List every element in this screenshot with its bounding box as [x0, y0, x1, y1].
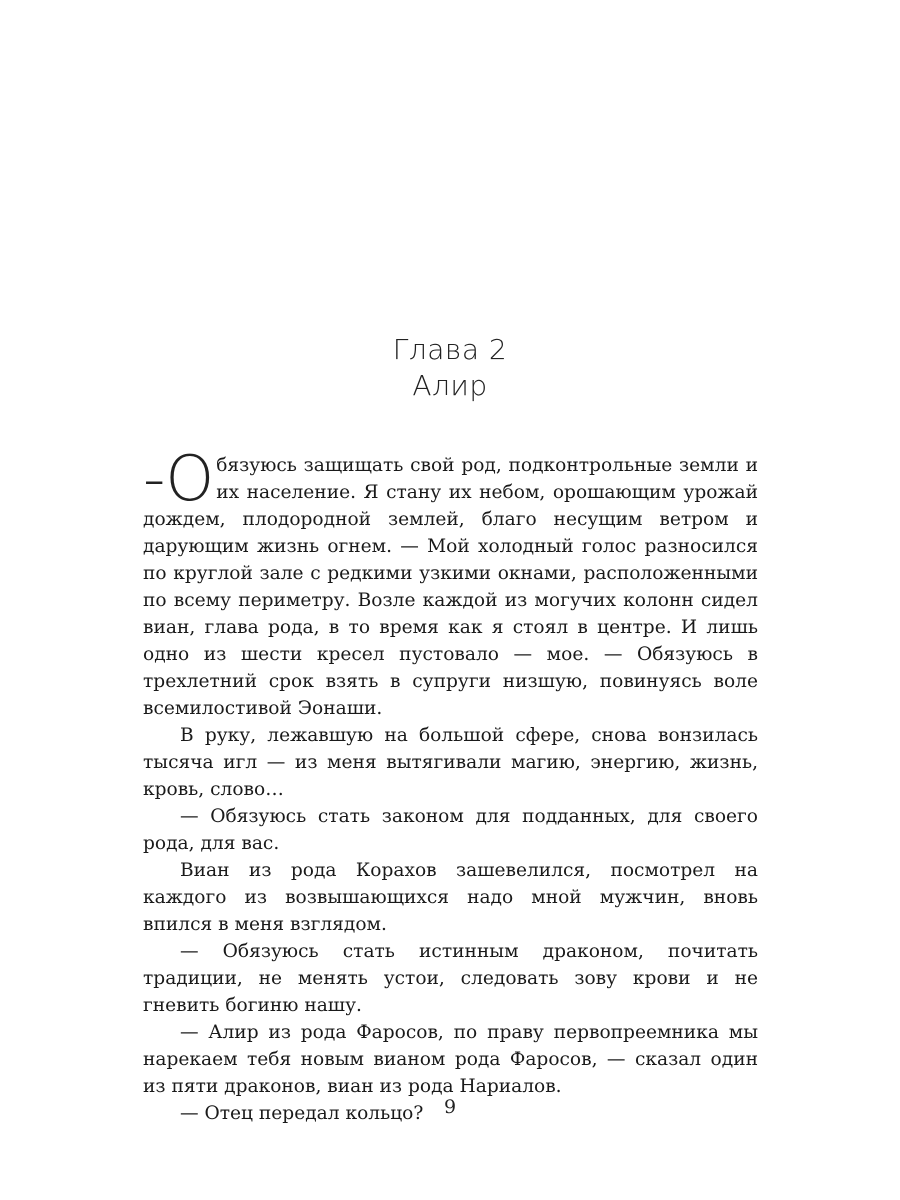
chapter-heading — [0, 332, 900, 404]
paragraph-text: бязуюсь защищать свой род, подконтрольные земли и их население. Я стану их небом, орошающим урожай дождем, плодородной землей, благо несущим ветром и дарующим жизнь огнем. — Мой холодный голос разносился по круглой зале с редкими узкими окнами, расположенными по всему периметру. Возле каждой из могучих колонн сидел виан, глава рода, в то время как я стоял в центре. И лишь одно из шести кресел пустовало — мое. — Обязуюсь в трехлетний срок взять в супруги низшую, повинуясь воле всемилостивой Эонаши. — [143, 455, 758, 719]
paragraph: — Отец передал кольцо? — [180, 1103, 424, 1124]
paragraph — [143, 442, 758, 722]
paragraph: В руку, лежавшую на большой сфере, снова вонзилась тысяча игл — из меня вытягивали магию, энергию, жизнь, кровь, слово… — [143, 725, 758, 800]
page-number: 9 — [443, 1096, 457, 1118]
paragraph: Виан из рода Корахов зашевелился, посмотрел на каждого из возвышающихся надо мной мужчин, вновь впился в меня взглядом. — [143, 860, 758, 935]
chapter-text — [143, 442, 758, 1127]
chapter-title: Алир — [412, 369, 488, 402]
paragraph: — Обязуюсь стать законом для подданных, для своего рода, для вас. — [143, 806, 758, 854]
chapter-number: Глава 2 — [392, 333, 508, 366]
paragraph: — Алир из рода Фаросов, по праву первопреемника мы нарекаем тебя новым вианом рода Фаросов, — сказал один из пяти драконов, виан из рода Нариалов. — [143, 1022, 758, 1097]
drop-cap: -О — [143, 442, 215, 515]
paragraph: — Обязуюсь стать истинным драконом, почитать традиции, не менять устои, следовать зову крови и не гневить богиню нашу. — [143, 941, 758, 1016]
